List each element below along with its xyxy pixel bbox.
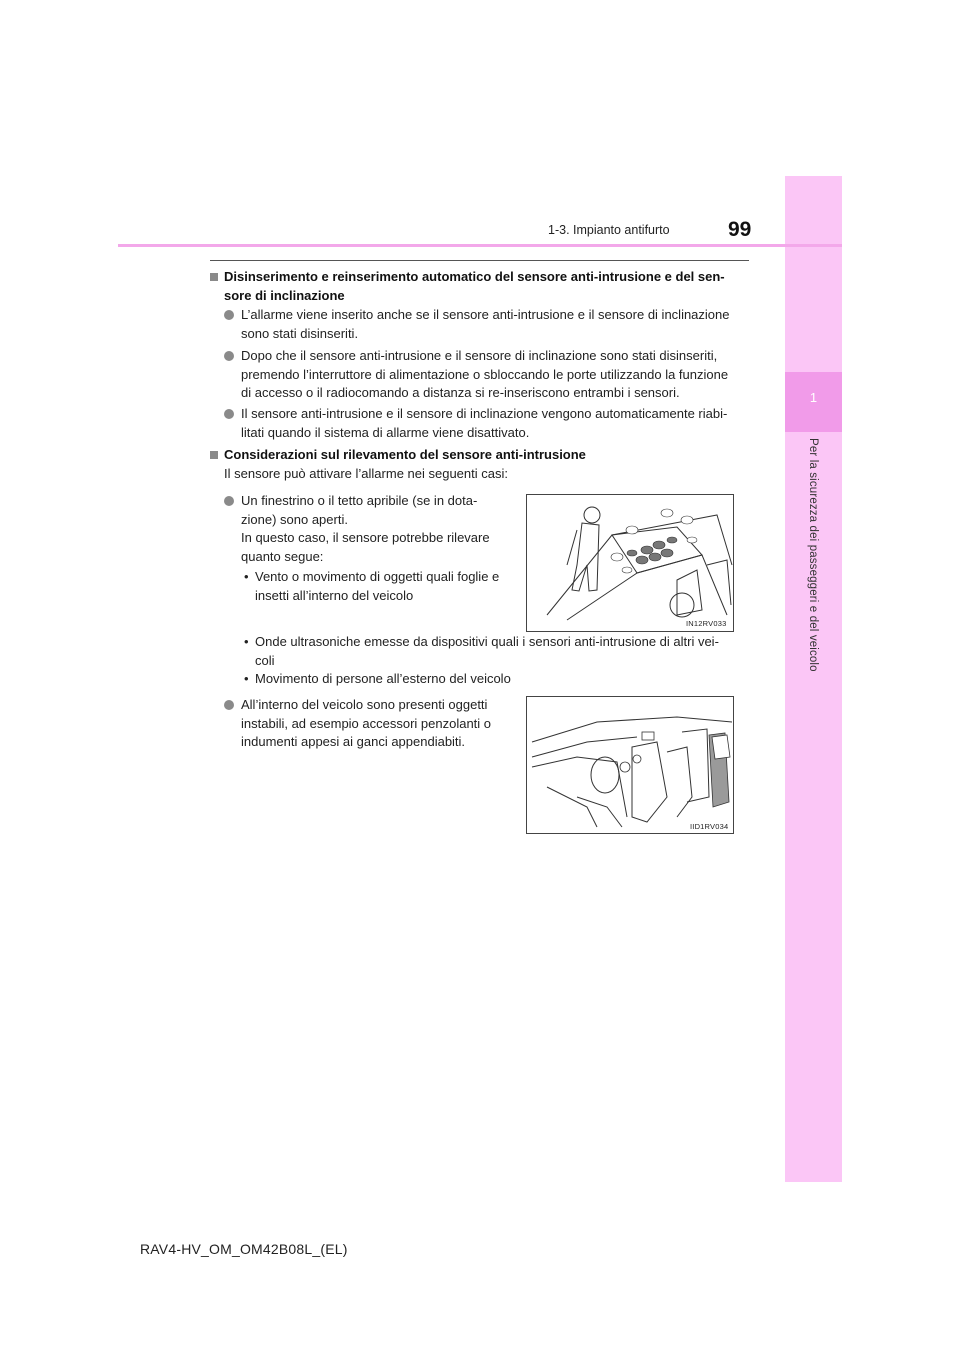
side-band xyxy=(785,176,842,1182)
sub-item: • Vento o movimento di oggetti quali foglie e insetti all’interno del veicolo xyxy=(244,569,500,603)
header-rule xyxy=(118,244,842,247)
bullet-dot xyxy=(224,700,234,710)
chapter-number: 1 xyxy=(809,390,818,405)
bullet-dot xyxy=(224,310,234,320)
sunroof-figure xyxy=(526,494,734,632)
case2-item: All’interno del veicolo sono presenti oggetti instabili, ad esempio accessori penzolanti o indumenti appesi ai ganci appendiabiti. xyxy=(224,696,516,752)
heading-marker xyxy=(210,451,218,459)
list-item: L’allarme viene inserito anche se il sensore anti-intrusione e il sensore di inclinazione sono stati disinseriti. xyxy=(224,306,750,343)
section1-heading: Disinserimento e reinserimento automatico del sensore anti-intrusione e del sen- sore di inclinazione xyxy=(210,268,750,305)
bullet-dot xyxy=(224,409,234,419)
case1-item: Un finestrino o il tetto apribile (se in dota- zione) sono aperti. In questo caso, il sensore potrebbe rilevare quanto segue: xyxy=(224,492,516,566)
bullet-dot xyxy=(224,351,234,361)
list-item: Dopo che il sensore anti-intrusione e il sensore di inclinazione sono stati disinseriti, premendo l’interruttore di alimentazione o sbloccando le porte utilizzando la funzione di accesso o il radiocomando a distanza si re-inseriscono entrambi i sensori. xyxy=(224,347,750,403)
section2-heading: Considerazioni sul rilevamento del sensore anti-intrusione xyxy=(210,446,750,465)
sub-item: • Movimento di persone all’esterno del veicolo xyxy=(244,671,511,686)
heading-marker xyxy=(210,273,218,281)
list-item: Il sensore anti-intrusione e il sensore di inclinazione vengono automaticamente riabi- litati quando il sistema di allarme viene disattivato. xyxy=(224,405,750,442)
page-number: 99 xyxy=(728,218,752,241)
section2-intro: Il sensore può attivare l’allarme nei seguenti casi: xyxy=(224,466,508,481)
sunroof-illustration xyxy=(527,495,733,631)
figure-code: IID1RV034 xyxy=(690,822,729,831)
cabin-figure xyxy=(526,696,734,834)
figure-code: IN12RV033 xyxy=(686,619,727,628)
document-code: RAV4-HV_OM_OM42B08L_(EL) xyxy=(140,1241,348,1257)
content-rule xyxy=(210,260,749,261)
cabin-illustration xyxy=(527,697,733,833)
sub-item: • Onde ultrasoniche emesse da dispositivi quali i sensori anti-intrusione di altri vei- coli xyxy=(244,634,719,668)
bullet-dot xyxy=(224,496,234,506)
section-title: 1-3. Impianto antifurto xyxy=(548,223,670,237)
